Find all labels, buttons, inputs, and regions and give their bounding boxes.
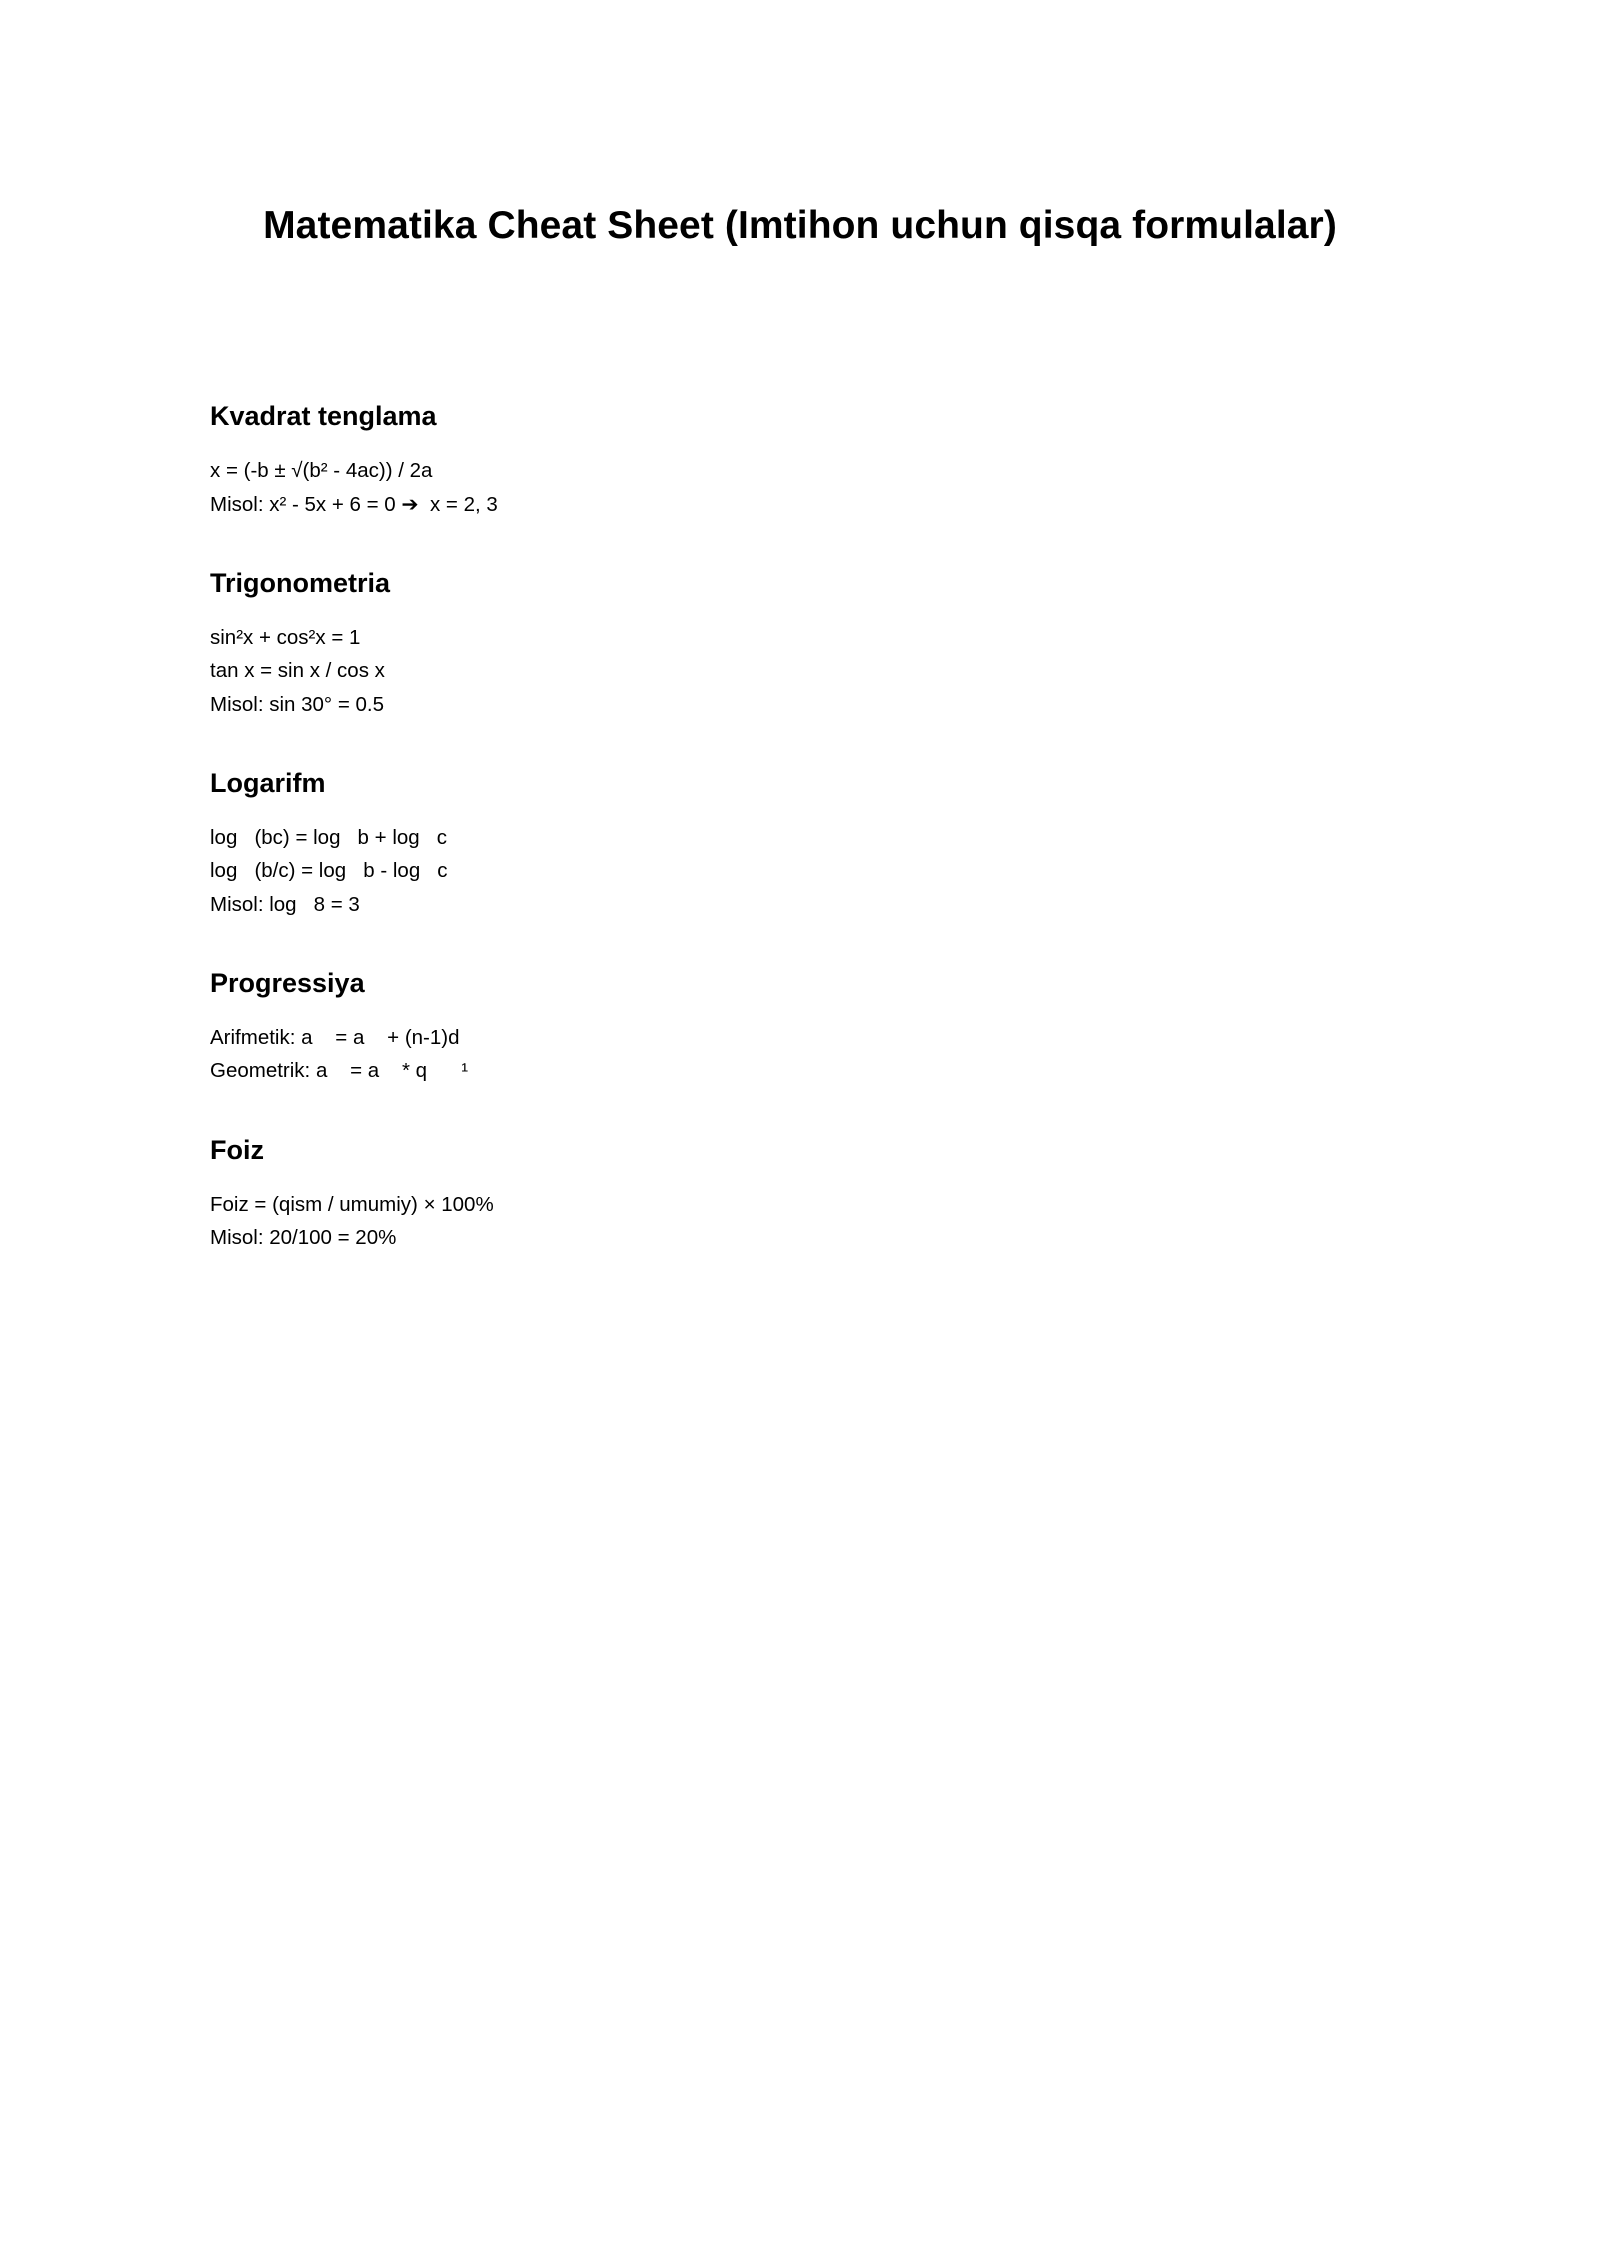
section-heading: Foiz <box>210 1134 264 1165</box>
page-title: Matematika Cheat Sheet (Imtihon uchun qisqa formulalar) <box>263 204 1337 247</box>
formula-line: Arifmetik: a = a + (n-1)d <box>210 1026 460 1050</box>
formula-line: sin²x + cos²x = 1 <box>210 626 361 650</box>
section-heading: Kvadrat tenglama <box>210 401 437 431</box>
section-foiz <box>210 1134 1390 1255</box>
formula-line: log (b/c) = log b - log c <box>210 859 448 883</box>
formula-line: Geometrik: a = a * q ¹ <box>210 1059 469 1083</box>
section-heading: Progressiya <box>210 967 365 998</box>
section-logarifm <box>210 767 1390 921</box>
section-kvadrat-tenglama <box>210 400 1390 521</box>
formula-line: Foiz = (qism / umumiy) × 100% <box>210 1192 494 1216</box>
section-progressiya <box>210 967 1390 1088</box>
formula-line: Misol: x² - 5x + 6 = 0 ➔ x = 2, 3 <box>210 492 498 516</box>
section-content <box>210 821 1390 921</box>
section-trigonometria <box>210 567 1390 721</box>
formula-line: Misol: 20/100 = 20% <box>210 1226 397 1250</box>
section-content <box>210 1188 1390 1254</box>
section-content <box>210 621 1390 721</box>
formula-line: log (bc) = log b + log c <box>210 826 448 850</box>
formula-line: x = (-b ± √(b² - 4ac)) / 2a <box>210 459 433 483</box>
formula-line: tan x = sin x / cos x <box>210 659 385 683</box>
section-content <box>210 454 1390 520</box>
section-heading: Logarifm <box>210 767 326 798</box>
formula-line: Misol: log 8 = 3 <box>210 892 360 916</box>
section-heading: Trigonometria <box>210 567 391 598</box>
document-body <box>210 400 1390 1300</box>
section-content <box>210 1021 1390 1087</box>
formula-line: Misol: sin 30° = 0.5 <box>210 692 384 716</box>
